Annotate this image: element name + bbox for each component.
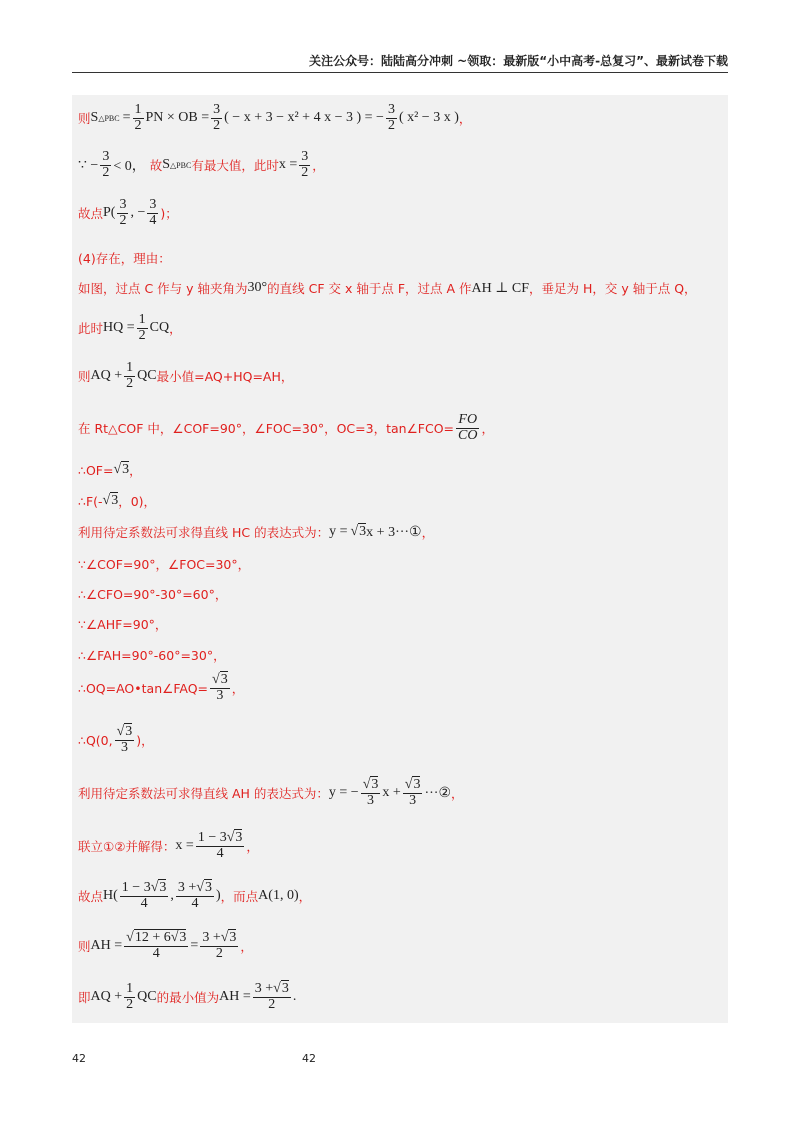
radicand: 3 xyxy=(125,724,133,739)
text: ∴OF= xyxy=(78,462,114,478)
text: 联立①②并解得： xyxy=(78,839,176,855)
line-part4-heading xyxy=(78,249,722,267)
page-header xyxy=(72,52,728,72)
text: 即 xyxy=(78,990,91,1006)
math: QC xyxy=(137,368,157,384)
numerator: 3 xyxy=(213,102,221,117)
denominator: 3 xyxy=(409,792,417,808)
numerator: √12 + 6√3 xyxy=(126,930,187,945)
line-point-p xyxy=(78,198,722,228)
denominator: 3 xyxy=(216,687,224,703)
text: ， xyxy=(240,939,253,955)
denominator: 2 xyxy=(268,996,276,1012)
math: ) xyxy=(215,888,221,904)
numerator: 1 xyxy=(138,312,146,327)
text: 则 xyxy=(78,939,91,955)
page-number-left: 42 xyxy=(72,1052,86,1065)
math: AQ + xyxy=(90,989,123,1005)
fraction xyxy=(120,881,169,911)
header-text: 关注公众号：陆陆高分冲刺 ~领取：最新版“小中高考-总复习”、最新试卷下载 xyxy=(309,54,728,68)
radicand: 3 xyxy=(220,672,228,687)
text: ∴OQ=AO•tan∠FAQ= xyxy=(78,680,209,696)
math: S xyxy=(90,110,99,126)
math: QC xyxy=(137,989,157,1005)
line-ah-expression xyxy=(78,778,722,808)
text: 则 xyxy=(78,369,91,385)
numerator: 3 xyxy=(301,149,309,164)
radicand: 3 xyxy=(281,981,289,996)
denominator: 2 xyxy=(138,327,146,343)
fraction xyxy=(124,982,135,1012)
radicand: 3 xyxy=(204,880,212,895)
numerator: √3 xyxy=(404,777,421,792)
fraction xyxy=(115,725,135,755)
fraction xyxy=(100,150,111,180)
text: 故 xyxy=(149,158,163,174)
numerator: 1 xyxy=(134,102,142,117)
fraction xyxy=(124,361,135,391)
numerator: 3 +√3 xyxy=(202,930,237,945)
line-solve-x xyxy=(78,831,722,861)
math: ( x² − 3 x ) xyxy=(398,110,459,126)
text: ，垂足为 H，交 y 轴于点 Q， xyxy=(529,281,697,296)
math: y = xyxy=(329,524,348,539)
math: = xyxy=(122,110,131,126)
math: AH = xyxy=(219,989,251,1005)
math: ( − x + 3 − x² + 4 x − 3 ) = − xyxy=(224,110,384,126)
line-point-h xyxy=(78,881,722,911)
radicand-inner: 3 xyxy=(179,930,187,945)
denominator: CO xyxy=(458,427,478,443)
text: 此时 xyxy=(78,321,104,337)
text: ， xyxy=(231,681,245,697)
text: 在 Rt△COF 中，∠COF=90°，∠FOC=30°，OC=3，tan∠FCO= xyxy=(78,421,455,437)
radicand: 12 + 6√3 xyxy=(134,930,187,945)
fraction xyxy=(176,881,214,911)
text: ∴∠CFO=90°-30°=60°， xyxy=(78,587,228,602)
line-area-formula xyxy=(78,103,722,133)
line-point-q xyxy=(78,725,722,755)
text: ， xyxy=(458,111,472,127)
text: 故点 xyxy=(78,206,104,222)
numerator: 1 xyxy=(126,360,134,375)
math: ∵ − xyxy=(78,157,99,173)
text: (4)存在，理由： xyxy=(78,251,171,266)
math: S xyxy=(162,157,171,173)
fraction xyxy=(200,931,238,961)
text: 利用待定系数法可求得直线 HC 的表达式为： xyxy=(78,525,330,540)
sqrt: √3 xyxy=(113,462,130,477)
math: HQ = xyxy=(103,320,135,336)
math: PN × OB = xyxy=(145,110,210,126)
numerator: 3 xyxy=(387,102,395,117)
text: ， xyxy=(451,786,464,802)
text: 如图，过点 C 作与 y 轴夹角为 xyxy=(78,281,248,296)
radicand: 3 xyxy=(122,462,130,477)
math-sub: △PBC xyxy=(98,113,120,123)
denominator: 4 xyxy=(140,895,148,911)
text: ， xyxy=(421,525,435,540)
radicand: 3 xyxy=(371,777,379,792)
denominator: 4 xyxy=(149,212,157,228)
math: x + 3···① xyxy=(366,524,422,540)
line-angle-3 xyxy=(78,615,722,633)
sqrt: √3 xyxy=(102,493,119,508)
numerator: 1 − 3√3 xyxy=(121,880,167,895)
page-number-center: 42 xyxy=(302,1052,316,1065)
math: A(1, 0) xyxy=(258,888,299,904)
numerator: 3 +√3 xyxy=(254,981,289,996)
num-text: 3 + xyxy=(177,880,197,895)
line-hq xyxy=(78,313,722,343)
denominator: 2 xyxy=(126,375,134,391)
text: 故点 xyxy=(78,889,104,905)
numerator: 1 − 3√3 xyxy=(197,830,243,845)
sqrt: √3 xyxy=(350,524,367,539)
text: ， xyxy=(169,321,182,337)
text: ，0)， xyxy=(118,494,157,509)
line-of xyxy=(78,461,722,479)
fraction xyxy=(137,313,148,343)
fraction xyxy=(211,103,222,133)
math: x = xyxy=(175,838,194,854)
denominator: 2 xyxy=(387,117,395,133)
numerator: 3 xyxy=(119,197,127,212)
denominator: 2 xyxy=(213,117,221,133)
denominator: 2 xyxy=(134,117,142,133)
math: CQ xyxy=(149,320,170,336)
numerator: √3 xyxy=(212,672,228,687)
numerator: 3 xyxy=(102,149,110,164)
text: ， xyxy=(481,421,494,437)
text: ∵∠COF=90°，∠FOC=30°， xyxy=(78,557,251,572)
denominator: 2 xyxy=(215,945,223,961)
radicand: 3 xyxy=(359,524,367,539)
line-construction xyxy=(78,279,722,297)
numerator: FO xyxy=(458,412,478,427)
line-hc-expression xyxy=(78,523,722,541)
line-oq xyxy=(78,673,722,703)
text: ∴∠FAH=90°-60°=30°， xyxy=(78,648,226,663)
denominator: 2 xyxy=(301,164,309,180)
fraction xyxy=(361,778,381,808)
fraction xyxy=(386,103,397,133)
line-max-value xyxy=(78,150,722,180)
math: AQ + xyxy=(90,368,123,384)
numerator: 1 xyxy=(126,981,134,996)
math: y = − xyxy=(328,785,359,801)
text: ∵∠AHF=90°， xyxy=(78,617,168,632)
math: P( xyxy=(103,205,116,221)
text: ， xyxy=(246,839,259,855)
denominator: 4 xyxy=(191,895,199,911)
math: 30° xyxy=(247,280,268,295)
radicand-text: 12 + 6 xyxy=(134,930,171,945)
numerator: 3 +√3 xyxy=(177,880,212,895)
fraction xyxy=(147,198,158,228)
text: 利用待定系数法可求得直线 AH 的表达式为： xyxy=(78,786,329,802)
denominator: 4 xyxy=(152,945,160,961)
fraction xyxy=(210,673,230,703)
text: 最小值=AQ+HQ=AH， xyxy=(156,369,294,385)
math: , − xyxy=(130,205,146,221)
denominator: 4 xyxy=(216,845,224,861)
math-sub: △PBC xyxy=(170,160,192,170)
math: AH = xyxy=(90,938,123,954)
radicand: 3 xyxy=(413,777,421,792)
text: 则 xyxy=(78,111,91,127)
radicand: 3 xyxy=(235,830,243,845)
fraction xyxy=(124,931,188,961)
num-text: 1 − 3 xyxy=(197,830,227,845)
denominator: 2 xyxy=(126,996,134,1012)
num-text: 3 + xyxy=(202,930,221,945)
fraction xyxy=(117,198,128,228)
text: ， xyxy=(298,889,312,905)
math: . xyxy=(292,989,297,1005)
line-min-value xyxy=(78,361,722,391)
fraction xyxy=(196,831,245,861)
solution-block xyxy=(72,95,728,1023)
text: 的最小值为 xyxy=(156,990,220,1006)
radicand: 3 xyxy=(111,493,119,508)
math: AH ⊥ CF xyxy=(471,280,530,296)
text: ， xyxy=(312,158,325,174)
radicand: 3 xyxy=(229,930,237,945)
text: )， xyxy=(136,733,154,749)
denominator: 2 xyxy=(119,212,127,228)
numerator: 3 xyxy=(149,197,157,212)
text: ，而点 xyxy=(220,889,259,905)
text: )； xyxy=(160,206,178,222)
math: x + xyxy=(382,785,401,801)
math: , xyxy=(170,888,174,904)
fraction xyxy=(403,778,423,808)
line-point-f xyxy=(78,492,722,510)
denominator: 3 xyxy=(367,792,375,808)
math: = xyxy=(190,938,199,954)
text: ∴F(- xyxy=(78,493,103,509)
fraction xyxy=(299,150,310,180)
radicand: 3 xyxy=(159,880,167,895)
fraction xyxy=(456,413,479,443)
line-angle-4 xyxy=(78,646,722,664)
text: 的直线 CF 交 x 轴于点 F，过点 A 作 xyxy=(267,281,472,296)
fraction xyxy=(253,982,291,1012)
numerator: √3 xyxy=(116,724,133,739)
math: < 0， xyxy=(113,159,146,175)
header-divider xyxy=(72,72,728,73)
line-angle-2 xyxy=(78,585,722,603)
text: 有最大值，此时 xyxy=(191,158,279,174)
denominator: 2 xyxy=(102,164,110,180)
text: ， xyxy=(129,463,142,478)
line-angle-1 xyxy=(78,555,722,573)
line-ah-length xyxy=(78,931,722,961)
denominator: 3 xyxy=(120,739,128,755)
fraction xyxy=(133,103,144,133)
line-final-answer xyxy=(78,982,722,1012)
text: ∴Q(0, xyxy=(78,732,113,748)
math: x = xyxy=(278,157,298,173)
num-text: 3 + xyxy=(254,981,274,996)
math: ···② xyxy=(424,785,452,801)
math: H( xyxy=(103,888,118,904)
num-text: 1 − 3 xyxy=(121,880,151,895)
numerator: √3 xyxy=(362,777,379,792)
line-rt-cof xyxy=(78,413,722,443)
